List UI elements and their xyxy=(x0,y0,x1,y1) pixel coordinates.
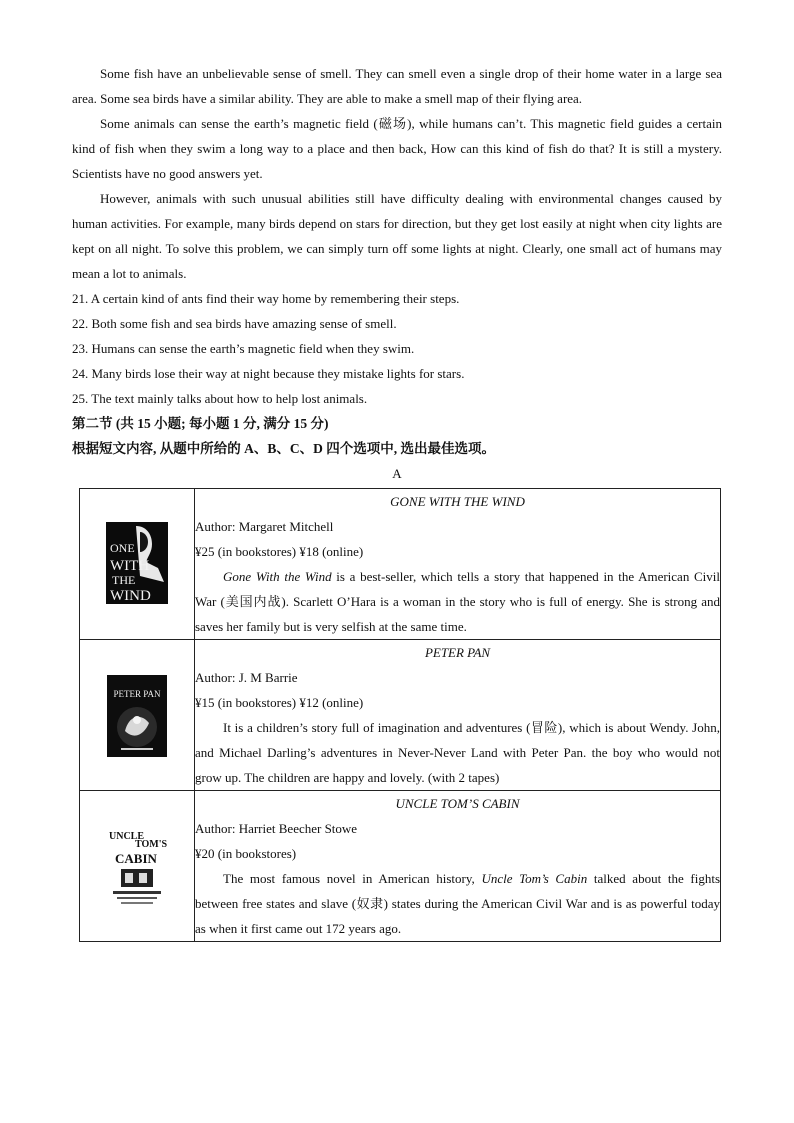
cover-title-text: TOM'S xyxy=(135,839,168,850)
book-desc-text: talked about the fights between free states and slave (奴隶) states during the American Civil War and is as powerful today as when it first came out 172 years ago. xyxy=(195,871,720,936)
cover-title-text: UNCLE xyxy=(109,831,145,842)
passage-paragraph-3: However, animals with such unusual abilities still have difficulty dealing with environmental changes caused by human activities. For example, many birds depend on stars for direction, but they get lost easily at night when city lights are kept on all night. To solve this problem, we can simply turn off some lights at night. Clearly, one small act of humans may mean a lot to animals. xyxy=(72,191,722,281)
passage-paragraph-1: Some fish have an unbelievable sense of smell. They can smell even a single drop of their home water in a large sea area. Some sea birds have a similar ability. They are able to make a smell map of their flying area. xyxy=(72,66,722,106)
book-price: ¥20 (in bookstores) xyxy=(195,846,297,861)
section-instruction: 根据短文内容, 从题中所给的 A、B、C、D 四个选项中, 选出最佳选项。 xyxy=(72,441,496,456)
book-row xyxy=(80,640,721,791)
passage-label: A xyxy=(392,466,402,481)
book-cover-cell xyxy=(80,640,195,791)
cover-title-text: ONE xyxy=(110,541,135,555)
cover-title-text: WITH xyxy=(110,558,150,574)
book-desc-text: is a best-seller, which tells a story that happened in the American Civil War (美国内战). Scarlett O’Hara is a woman in the story who is full of energy. She is strong and saves her family but is very selfish at the same time. xyxy=(195,569,720,634)
book-desc-title: Gone With the Wind xyxy=(223,569,332,584)
question-21: 21. A certain kind of ants find their way home by remembering their steps. xyxy=(72,291,460,306)
book-description: It is a children’s story full of imagination and adventures (冒险), which is about Wendy. John, and Michael Darling’s adventures in Never-Never Land with Peter Pan. the boy who would not grow up. The children are happy and lovely. (with 2 tapes) xyxy=(195,720,720,785)
book-info-cell xyxy=(195,791,721,942)
book-title: UNCLE TOM’S CABIN xyxy=(395,796,520,811)
question-22: 22. Both some fish and sea birds have amazing sense of smell. xyxy=(72,316,397,331)
section-title: 第二节 (共 15 小题; 每小题 1 分, 满分 15 分) xyxy=(72,416,329,431)
document-page xyxy=(72,61,722,942)
question-23: 23. Humans can sense the earth’s magnetic field when they swim. xyxy=(72,341,415,356)
book-description xyxy=(195,866,720,941)
book-desc-text: The most famous novel in American history, xyxy=(223,871,482,886)
passage-paragraph-2: Some animals can sense the earth’s magnetic field (磁场), while humans can’t. This magnetic field guides a certain kind of fish when they swim a long way to a place and then back, How can this kind of fish do that? It is still a mystery. Scientists have no good answers yet. xyxy=(72,116,722,181)
question-24: 24. Many birds lose their way at night because they mistake lights for stars. xyxy=(72,366,465,381)
cover-title-text: PETER PAN xyxy=(113,689,161,699)
book-info-cell xyxy=(195,489,721,640)
book-author: Author: Margaret Mitchell xyxy=(195,519,334,534)
books-table xyxy=(79,488,721,942)
book-row xyxy=(80,489,721,640)
book-cover-cell xyxy=(80,489,195,640)
book-cover-gone-with-the-wind xyxy=(106,522,168,604)
book-author: Author: Harriet Beecher Stowe xyxy=(195,821,358,836)
book-cover-peter-pan xyxy=(107,675,167,757)
book-price: ¥25 (in bookstores) ¥18 (online) xyxy=(195,544,364,559)
book-price: ¥15 (in bookstores) ¥12 (online) xyxy=(195,695,364,710)
book-cover-cell xyxy=(80,791,195,942)
book-title: PETER PAN xyxy=(424,645,491,660)
book-row xyxy=(80,791,721,942)
book-description xyxy=(195,564,720,639)
cover-title-text: WIND xyxy=(110,588,151,604)
cover-title-text: THE xyxy=(112,573,136,587)
cover-title-text: CABIN xyxy=(115,851,157,866)
book-title: GONE WITH THE WIND xyxy=(390,494,525,509)
book-cover-uncle-toms-cabin xyxy=(105,825,169,907)
book-author: Author: J. M Barrie xyxy=(195,670,298,685)
book-desc-title: Uncle Tom’s Cabin xyxy=(481,871,588,886)
book-info-cell xyxy=(195,640,721,791)
question-25: 25. The text mainly talks about how to help lost animals. xyxy=(72,391,368,406)
